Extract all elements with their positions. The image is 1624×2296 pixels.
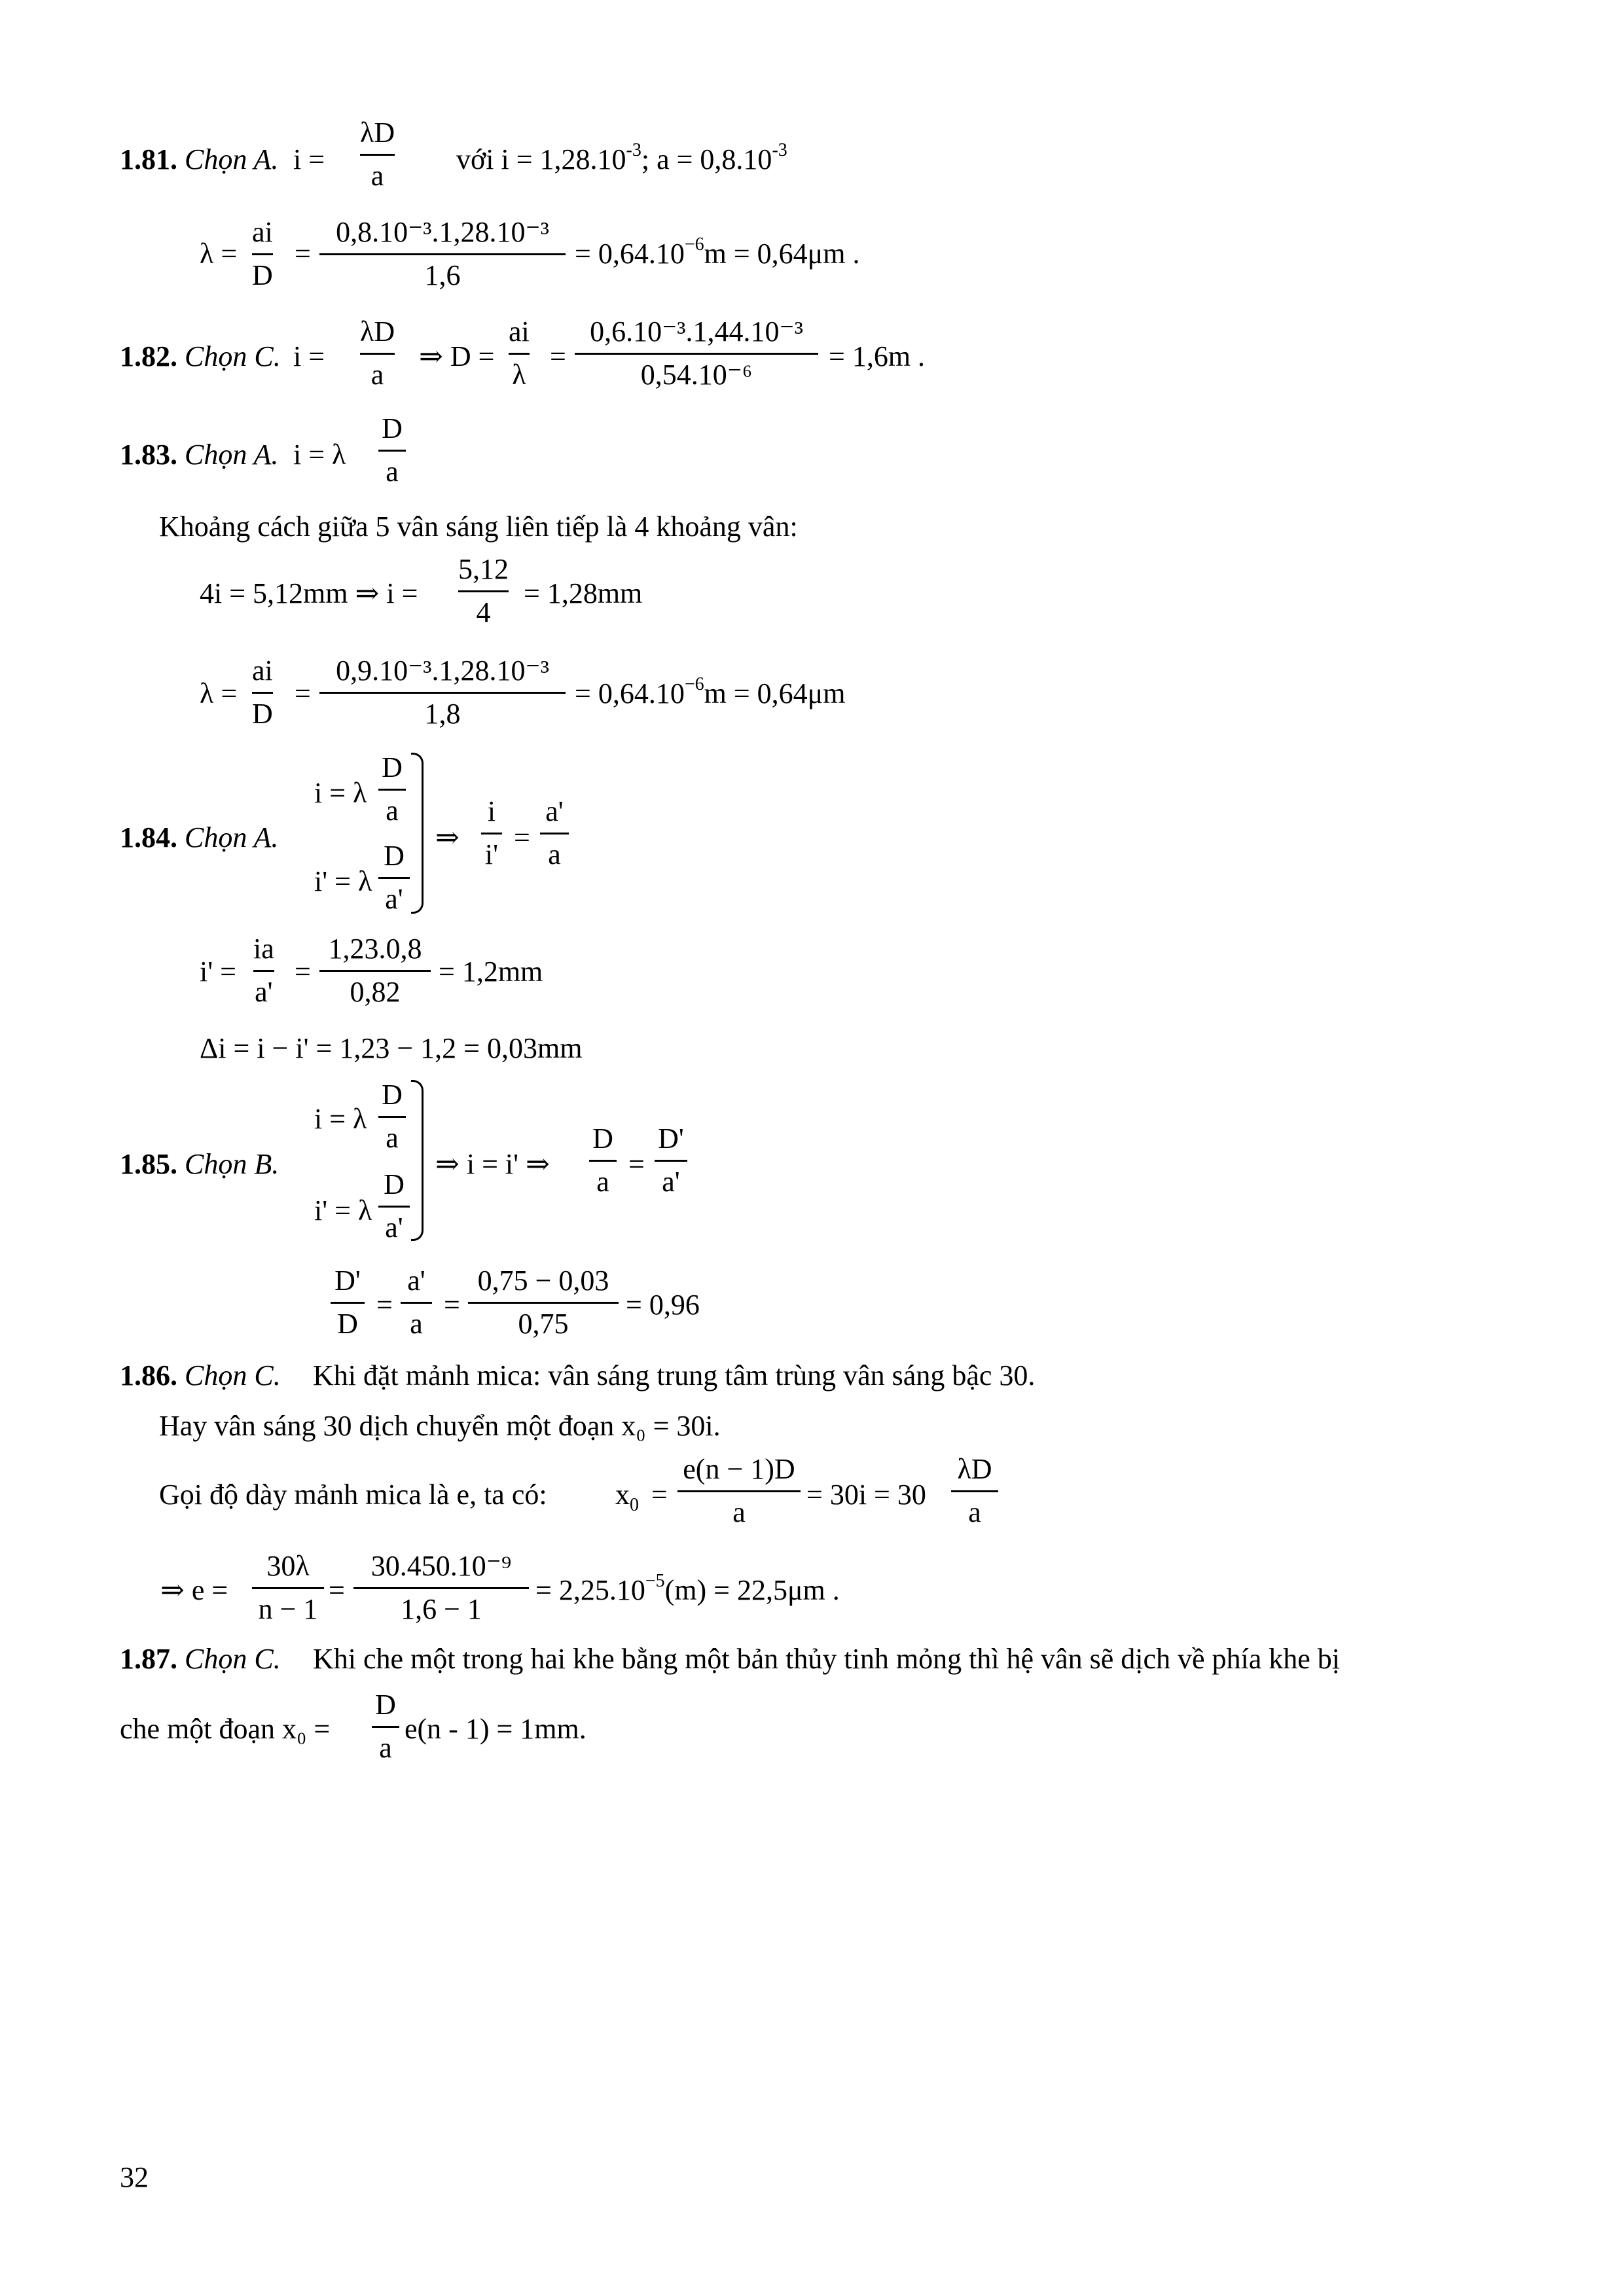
fraction: D' a' (655, 1122, 687, 1198)
given-values: với $i = 1,28.10^{-3}$; $a = 0,8.10^{-3}$ (456, 140, 787, 175)
result: = $0,64.10^{-6}m = 0,64\mu m$ . (575, 234, 860, 270)
x0-symbol: $x_0$ (615, 1479, 639, 1515)
fraction: i i' (481, 795, 502, 871)
fraction: ai D (252, 216, 273, 291)
fraction: 0,8.10⁻³.1,28.10⁻³ 1,6 (319, 216, 566, 292)
fraction: D a (378, 751, 406, 827)
fraction: 30.450.10⁻⁹ 1,6 − 1 (353, 1550, 529, 1626)
system-brace (411, 1080, 424, 1241)
fraction: a' a (540, 795, 569, 871)
fraction: D a (378, 1079, 406, 1155)
fraction: ai D (252, 655, 273, 730)
item-label: 1.86. Chọn C. (120, 1359, 281, 1391)
fraction: 1,23.0,8 0,82 (319, 933, 431, 1009)
fraction: ai λ (509, 315, 530, 391)
item-label: 1.87. Chọn C. (120, 1643, 281, 1675)
item-label: 1.83. Chọn A. (120, 439, 279, 471)
item-label: 1.82. Chọn C. (120, 340, 281, 372)
fraction: 5,12 4 (458, 553, 509, 628)
result: = $2,25.10^{-5}(m) = 22,5\mu m$ . (535, 1571, 840, 1606)
fraction: D a (589, 1122, 617, 1198)
fraction: D a (378, 412, 406, 488)
page-number: 32 (120, 2161, 149, 2193)
fraction: D a' (378, 1168, 410, 1244)
item-label: 1.85. Chọn B. (120, 1148, 280, 1180)
fraction: λD a (360, 117, 395, 192)
system-brace (411, 753, 424, 914)
fraction: λD a (360, 315, 395, 391)
fraction: ia a' (253, 933, 274, 1008)
result: = $0,64.10^{-6}m = 0,64\mu m$ (575, 674, 846, 709)
fraction: a' a (401, 1265, 432, 1340)
fraction: 0,75 − 0,03 0,75 (468, 1265, 619, 1340)
fraction: D a' (378, 840, 410, 916)
fraction: e(n − 1)D a (677, 1453, 801, 1529)
item-label: 1.81. Chọn A. (120, 143, 279, 175)
fraction: 0,9.10⁻³.1,28.10⁻³ 1,8 (319, 655, 566, 730)
fraction: 30λ n − 1 (252, 1550, 324, 1626)
fraction: D' D (331, 1265, 365, 1340)
fraction: D a (372, 1689, 399, 1765)
fraction: λD a (951, 1453, 998, 1529)
item-label: 1.84. Chọn A. (120, 821, 279, 853)
fraction: 0,6.10⁻³.1,44.10⁻³ 0,54.10⁻⁶ (575, 315, 818, 391)
